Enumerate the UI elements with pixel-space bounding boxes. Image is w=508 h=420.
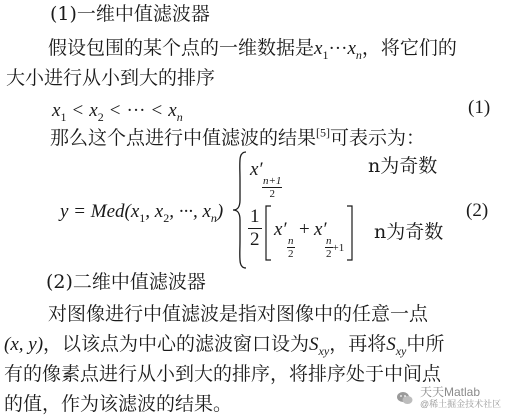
- lhs-start: y = Med(x: [60, 201, 140, 222]
- para1-tail: ，将它们的: [361, 37, 457, 59]
- sub-1: 1: [139, 210, 146, 225]
- sub-2: 2: [288, 248, 294, 260]
- lt-sign: <: [109, 100, 121, 121]
- lt-sign: <: [151, 100, 163, 121]
- var-x: x: [52, 100, 61, 121]
- watermark-name: 天天Matlab: [420, 385, 481, 399]
- sub-n: n: [288, 235, 294, 247]
- case1-subscript: [262, 175, 282, 200]
- dots: ···: [328, 38, 348, 59]
- citation-ref: [5]: [316, 125, 331, 140]
- equation-number-1: (1): [468, 97, 491, 118]
- inequality: [52, 98, 183, 123]
- var-S: S: [309, 334, 319, 355]
- section1-heading: (1)一维中值滤波器: [50, 3, 210, 25]
- case1-condition: n为奇数: [368, 155, 438, 177]
- case2-sub1: [287, 235, 295, 260]
- para2-line: [50, 126, 425, 150]
- case1-expression: [250, 158, 263, 182]
- case1-sub-num: n+1: [263, 175, 282, 187]
- section2-line4: 的值，作为该滤波的结果。: [4, 393, 233, 415]
- sub-2: 2: [97, 109, 104, 124]
- section2-line2-text: ，以该点为中心的滤波窗口设为: [43, 333, 310, 355]
- curly-brace: [232, 150, 248, 270]
- section2-line2-tail: 中所: [406, 333, 445, 355]
- sub-n: n: [326, 235, 332, 247]
- case2-condition: n为奇数: [374, 221, 444, 243]
- sub-xy: xy: [318, 343, 330, 358]
- var-x-prime: x′: [314, 219, 327, 240]
- var-x: x: [347, 38, 356, 59]
- var-x: x: [314, 38, 323, 59]
- sub-1: 1: [322, 47, 329, 62]
- var-S: S: [386, 334, 396, 355]
- case2-term1: [274, 218, 287, 242]
- point-xy: (x, y): [4, 334, 44, 355]
- lhs-dots: , ···, x: [169, 201, 211, 222]
- sub-2: 2: [163, 210, 170, 225]
- equation-number-2: (2): [466, 200, 489, 221]
- watermark-sub: @稀土掘金技术社区: [420, 399, 502, 409]
- sub-n: n: [355, 47, 362, 62]
- para1-line2: 大小进行从小到大的排序: [6, 67, 216, 89]
- sub-n: n: [176, 109, 183, 124]
- var-x-prime: x′: [274, 219, 287, 240]
- watermark: [396, 386, 501, 410]
- lt-sign: <: [72, 100, 84, 121]
- lhs-comma: , x: [145, 201, 164, 222]
- lhs-close: ): [216, 201, 224, 222]
- var-x: x: [89, 100, 98, 121]
- section2-line2-mid: ，再将: [329, 333, 387, 355]
- equation-lhs: [60, 200, 223, 224]
- fraction-num: 1: [250, 206, 260, 227]
- case1-sub-den: 2: [269, 188, 275, 200]
- para1-line1: [48, 36, 457, 61]
- sub-1: 1: [60, 109, 67, 124]
- case2-fraction: [248, 206, 262, 251]
- var-x: x: [168, 100, 177, 121]
- section2-heading: (2)二维中值滤波器: [46, 271, 206, 293]
- dots: ···: [126, 100, 146, 121]
- case2-sub2: [325, 235, 344, 260]
- para1-text: 假设包围的某个点的一维数据是: [48, 37, 315, 59]
- section2-line3: 有的像素点进行从小到大的排序，将排序处于中间点: [4, 363, 442, 385]
- var-x-prime: x′: [250, 159, 263, 180]
- section2-line1: 对图像进行中值滤波是指对图像中的任意一点: [48, 303, 429, 325]
- fraction-den: 2: [250, 229, 260, 250]
- para2-tail: 可表示为：: [330, 127, 426, 149]
- sub-n: n: [210, 210, 217, 225]
- para2-text: 那么这个点进行中值滤波的结果: [50, 127, 317, 149]
- sub-2: 2: [326, 248, 332, 260]
- sub-xy: xy: [395, 343, 407, 358]
- section2-line2: [4, 332, 444, 357]
- wechat-icon: [396, 389, 414, 407]
- plus-sign: +: [299, 219, 310, 240]
- sub-plus-one: +1: [332, 241, 345, 254]
